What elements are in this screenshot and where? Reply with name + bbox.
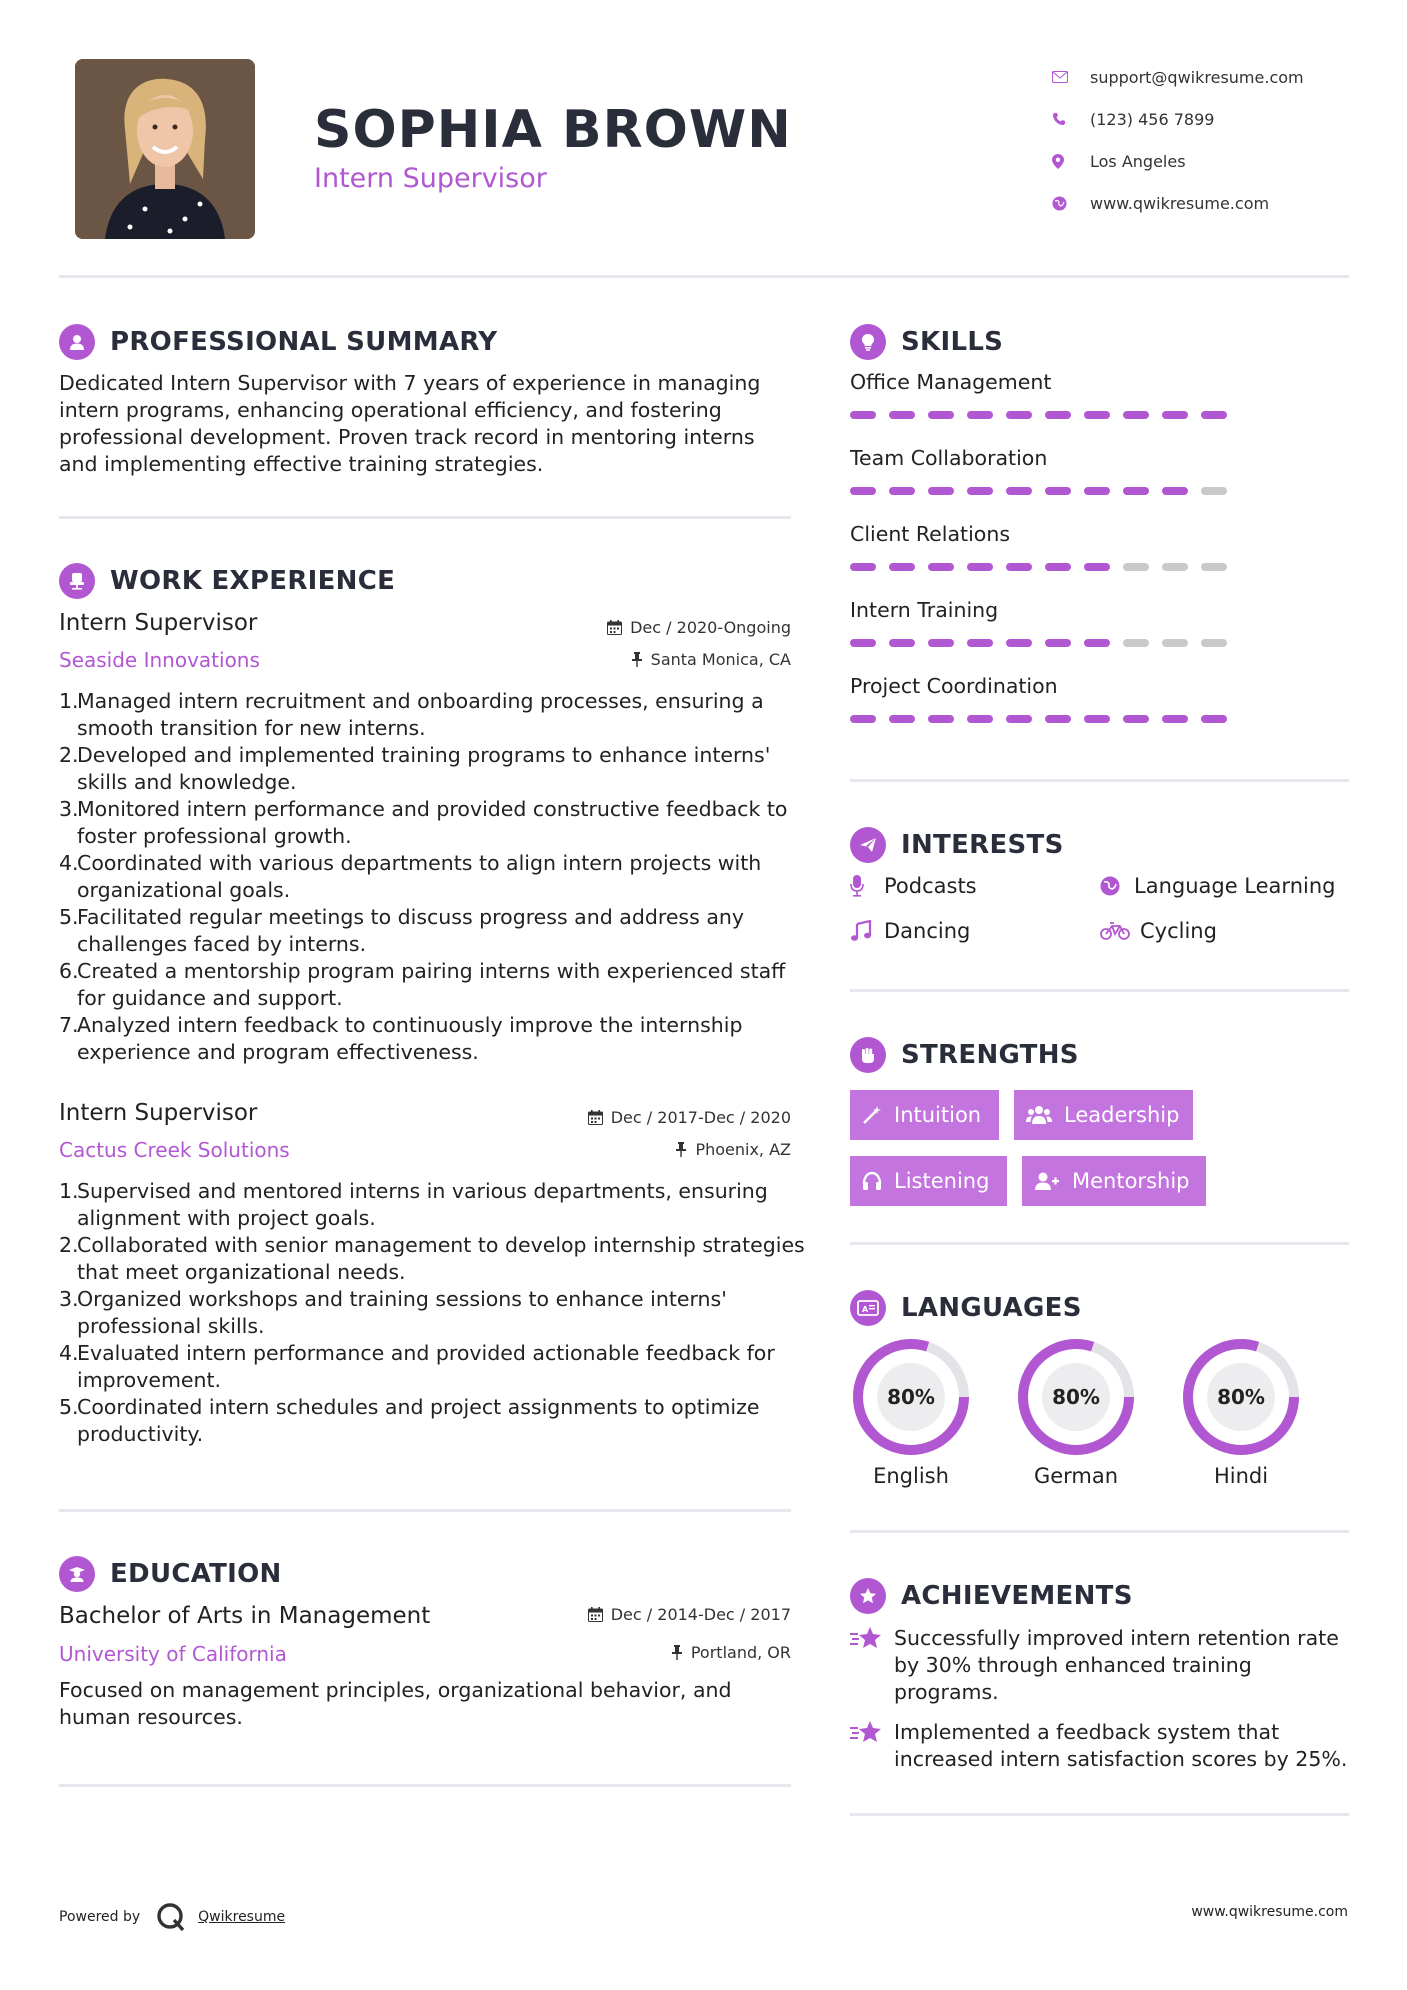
- header-divider: [59, 275, 1349, 278]
- skill-dot: [1006, 715, 1032, 723]
- skill-item: [850, 522, 1227, 571]
- contact-location: [1050, 140, 1350, 182]
- strengths-heading: [850, 1037, 1079, 1073]
- skill-dot: [1045, 411, 1071, 419]
- language-percent: 80%: [1052, 1385, 1100, 1409]
- list-item: Managed intern recruitment and onboarding processes, ensuring a smooth transition for new interns.: [77, 689, 764, 740]
- user-plus-icon: [1034, 1171, 1060, 1191]
- skill-dot: [850, 563, 876, 571]
- interest-language-learning: [1100, 874, 1335, 898]
- education-location-text: Portland, OR: [690, 1643, 791, 1662]
- education-divider: [59, 1784, 791, 1787]
- summary-divider: [59, 516, 791, 519]
- language-ring: [1180, 1336, 1302, 1458]
- star-badge-icon: [850, 1578, 886, 1614]
- language-name: Hindi: [1213, 1464, 1269, 1488]
- skill-dot: [1201, 411, 1227, 419]
- languages-heading: [850, 1290, 1082, 1326]
- skill-dot: [967, 487, 993, 495]
- star-icon: [850, 1625, 894, 1706]
- skill-name: Client Relations: [850, 522, 1011, 546]
- skill-dot: [928, 639, 954, 647]
- job-2-location-text: Phoenix, AZ: [695, 1140, 791, 1159]
- skill-dot: [1084, 411, 1110, 419]
- job-1-title: Intern Supervisor: [59, 610, 258, 636]
- language-percent: 80%: [1217, 1385, 1265, 1409]
- lightbulb-icon: [850, 324, 886, 360]
- skill-item: [850, 598, 1227, 647]
- contact-email-text: support@qwikresume.com: [1090, 67, 1304, 87]
- skill-item: [850, 446, 1227, 495]
- list-item: Developed and implemented training programs to enhance interns' skills and knowledge.: [77, 743, 771, 794]
- skill-dot: [1201, 639, 1227, 647]
- skill-dot: [967, 411, 993, 419]
- briefcase-chair-icon: [59, 563, 95, 599]
- skill-dot: [889, 563, 915, 571]
- users-icon: [1026, 1105, 1052, 1125]
- skill-rating: [850, 487, 1227, 495]
- job-1-date: [450, 618, 791, 637]
- paper-plane-icon: [850, 827, 886, 863]
- skill-dot: [1123, 715, 1149, 723]
- skill-dot: [850, 715, 876, 723]
- skills-title: SKILLS: [901, 327, 1004, 357]
- list-item: Facilitated regular meetings to discuss progress and address any challenges faced by interns.: [77, 905, 745, 956]
- school-name: University of California: [59, 1642, 287, 1666]
- education-text: Focused on management principles, organizational behavior, and human resources.: [59, 1678, 732, 1729]
- job-2-date: [450, 1108, 791, 1127]
- mail-icon: [1050, 71, 1090, 83]
- footer-powered: [59, 1902, 285, 1932]
- strength-label: Mentorship: [1072, 1169, 1190, 1193]
- language-name: German: [1033, 1464, 1119, 1488]
- skill-item: [850, 370, 1227, 419]
- job-2-date-text: Dec / 2017-Dec / 2020: [610, 1108, 791, 1127]
- skill-dot: [850, 487, 876, 495]
- skill-dot: [928, 715, 954, 723]
- skill-dot: [1123, 639, 1149, 647]
- list-item: Coordinated with various departments to align intern projects with organizational goals.: [77, 851, 762, 902]
- skill-dot: [889, 411, 915, 419]
- language-ring: [1015, 1336, 1137, 1458]
- list-item: Supervised and mentored interns in various departments, ensuring alignment with project goals.: [77, 1179, 768, 1230]
- work-heading: [59, 563, 395, 599]
- interests-heading: [850, 827, 1064, 863]
- candidate-role: Intern Supervisor: [314, 163, 547, 194]
- skill-dot: [1045, 563, 1071, 571]
- strength-leadership: [1014, 1090, 1193, 1140]
- contact-website[interactable]: [1050, 182, 1350, 224]
- list-item: Coordinated intern schedules and project assignments to optimize productivity.: [77, 1395, 760, 1446]
- skill-dot: [1162, 715, 1188, 723]
- skill-dot: [889, 639, 915, 647]
- strength-mentorship: [1022, 1156, 1206, 1206]
- languages-divider: [850, 1530, 1349, 1533]
- skill-dot: [1084, 563, 1110, 571]
- calendar-icon: [607, 620, 622, 635]
- education-title: EDUCATION: [110, 1559, 282, 1589]
- skill-dot: [1084, 715, 1110, 723]
- interest-label: Podcasts: [884, 874, 977, 898]
- interest-label: Language Learning: [1134, 874, 1336, 898]
- skill-dot: [889, 487, 915, 495]
- skill-dot: [1201, 563, 1227, 571]
- music-note-icon: [850, 920, 878, 942]
- skill-name: Intern Training: [850, 598, 999, 622]
- interest-label: Dancing: [884, 919, 971, 943]
- work-divider: [59, 1509, 791, 1512]
- strengths-divider: [850, 1242, 1349, 1245]
- contact-list: [1050, 56, 1350, 224]
- star-icon: [850, 1719, 894, 1773]
- job-1-location-text: Santa Monica, CA: [650, 650, 791, 669]
- interest-podcasts: [850, 874, 977, 898]
- globe-icon: [1050, 196, 1090, 211]
- graduate-icon: [59, 1556, 95, 1592]
- skill-dot: [1006, 487, 1032, 495]
- job-2-location: [450, 1140, 791, 1159]
- job-2-company: Cactus Creek Solutions: [59, 1138, 290, 1162]
- calendar-icon: [588, 1607, 603, 1622]
- summary-title: PROFESSIONAL SUMMARY: [110, 327, 498, 357]
- svg-text:A: A: [862, 1305, 869, 1314]
- interest-cycling: [1100, 919, 1217, 943]
- headphones-icon: [862, 1171, 882, 1191]
- skills-divider: [850, 779, 1349, 782]
- contact-website-text: www.qwikresume.com: [1090, 193, 1270, 213]
- globe-icon: [1100, 876, 1128, 896]
- skill-dot: [967, 639, 993, 647]
- strengths-title: STRENGTHS: [901, 1040, 1079, 1070]
- skill-dot: [1201, 715, 1227, 723]
- skill-dot: [1006, 563, 1032, 571]
- brand-link[interactable]: Qwikresume: [198, 1909, 286, 1925]
- education-date: [450, 1605, 791, 1624]
- skill-dot: [1084, 487, 1110, 495]
- skill-dot: [967, 563, 993, 571]
- skill-item: [850, 674, 1227, 723]
- strength-intuition: [850, 1090, 999, 1140]
- qwikresume-logo-icon: [156, 1902, 186, 1932]
- footer-site[interactable]: www.qwikresume.com: [1191, 1904, 1348, 1920]
- microphone-icon: [850, 875, 878, 897]
- language-name: English: [873, 1464, 949, 1488]
- degree-title: Bachelor of Arts in Management: [59, 1603, 431, 1629]
- language-card-icon: [850, 1290, 886, 1326]
- skill-rating: [850, 715, 1227, 723]
- skill-dot: [1045, 639, 1071, 647]
- skill-name: Project Coordination: [850, 674, 1058, 698]
- job-1-company: Seaside Innovations: [59, 648, 260, 672]
- pin-icon: [671, 1645, 683, 1660]
- languages-title: LANGUAGES: [901, 1293, 1082, 1323]
- education-date-text: Dec / 2014-Dec / 2017: [610, 1605, 791, 1624]
- list-item: Organized workshops and training sessions to enhance interns' professional skills.: [77, 1287, 727, 1338]
- skill-dot: [967, 715, 993, 723]
- powered-by-text: Powered by: [59, 1909, 141, 1925]
- skills-heading: [850, 324, 1003, 360]
- skill-dot: [1045, 715, 1071, 723]
- skill-dot: [928, 563, 954, 571]
- achievement-1: [850, 1625, 1350, 1706]
- skill-dot: [1045, 487, 1071, 495]
- achievement-text: Successfully improved intern retention rate by 30% through enhanced training programs.: [894, 1626, 1339, 1704]
- contact-email[interactable]: [1050, 56, 1350, 98]
- skill-dot: [1006, 639, 1032, 647]
- calendar-icon: [588, 1110, 603, 1125]
- strength-label: Leadership: [1064, 1103, 1180, 1127]
- work-title: WORK EXPERIENCE: [110, 566, 396, 596]
- pin-icon: [631, 652, 643, 667]
- profile-photo: [75, 59, 255, 239]
- skill-dot: [889, 715, 915, 723]
- list-item: Created a mentorship program pairing interns with experienced staff for guidance and support.: [77, 959, 786, 1010]
- interests-title: INTERESTS: [901, 830, 1064, 860]
- skill-dot: [1123, 563, 1149, 571]
- interest-label: Cycling: [1140, 919, 1217, 943]
- education-heading: [59, 1556, 282, 1592]
- skill-dot: [1084, 639, 1110, 647]
- bicycle-icon: [1100, 922, 1134, 940]
- skill-rating: [850, 411, 1227, 419]
- job-2-responsibilities: [59, 1178, 812, 1448]
- list-item: Collaborated with senior management to develop internship strategies that meet organizational needs.: [77, 1233, 805, 1284]
- language-ring: [850, 1336, 972, 1458]
- skill-dot: [850, 411, 876, 419]
- job-1-responsibilities: [59, 688, 812, 1066]
- education-location: [450, 1643, 791, 1662]
- skill-dot: [1006, 411, 1032, 419]
- summary-text: Dedicated Intern Supervisor with 7 years of experience in managing intern programs, enhancing operational efficiency, and fostering professional development. Proven track record in mentoring interns and implementing effective training strategies.: [59, 371, 761, 476]
- skill-dot: [1123, 487, 1149, 495]
- skill-rating: [850, 639, 1227, 647]
- contact-phone[interactable]: [1050, 98, 1350, 140]
- job-1-location: [450, 650, 791, 669]
- user-icon: [59, 324, 95, 360]
- summary-heading: [59, 324, 497, 360]
- pin-icon: [675, 1142, 687, 1157]
- fist-icon: [850, 1037, 886, 1073]
- contact-phone-text: (123) 456 7899: [1090, 109, 1215, 129]
- job-2-title: Intern Supervisor: [59, 1100, 258, 1126]
- achievement-text: Implemented a feedback system that increased intern satisfaction scores by 25%.: [894, 1720, 1348, 1771]
- language-percent: 80%: [887, 1385, 935, 1409]
- achievements-divider: [850, 1813, 1349, 1816]
- skill-dot: [1162, 563, 1188, 571]
- skill-name: Team Collaboration: [850, 446, 1048, 470]
- achievement-2: [850, 1719, 1350, 1773]
- skill-rating: [850, 563, 1227, 571]
- interest-dancing: [850, 919, 970, 943]
- strength-label: Listening: [894, 1169, 990, 1193]
- skill-dot: [928, 411, 954, 419]
- list-item: Evaluated intern performance and provided actionable feedback for improvement.: [77, 1341, 775, 1392]
- list-item: Analyzed intern feedback to continuously improve the internship experience and program effectiveness.: [77, 1013, 743, 1064]
- candidate-name: SOPHIA BROWN: [314, 100, 792, 160]
- skill-dot: [1162, 639, 1188, 647]
- skill-dot: [928, 487, 954, 495]
- phone-icon: [1050, 112, 1090, 126]
- skill-dot: [1123, 411, 1149, 419]
- strength-listening: [850, 1156, 1007, 1206]
- achievements-title: ACHIEVEMENTS: [901, 1581, 1133, 1611]
- skill-name: Office Management: [850, 370, 1052, 394]
- skill-dot: [1162, 487, 1188, 495]
- strength-label: Intuition: [894, 1103, 982, 1127]
- skill-dot: [1201, 487, 1227, 495]
- interests-divider: [850, 989, 1349, 992]
- map-pin-icon: [1050, 154, 1090, 169]
- skill-dot: [1162, 411, 1188, 419]
- job-1-date-text: Dec / 2020-Ongoing: [630, 618, 791, 637]
- list-item: Monitored intern performance and provided constructive feedback to foster professional growth.: [77, 797, 788, 848]
- skill-dot: [850, 639, 876, 647]
- contact-location-text: Los Angeles: [1090, 151, 1186, 171]
- magic-wand-icon: [862, 1105, 882, 1125]
- achievements-heading: [850, 1578, 1133, 1614]
